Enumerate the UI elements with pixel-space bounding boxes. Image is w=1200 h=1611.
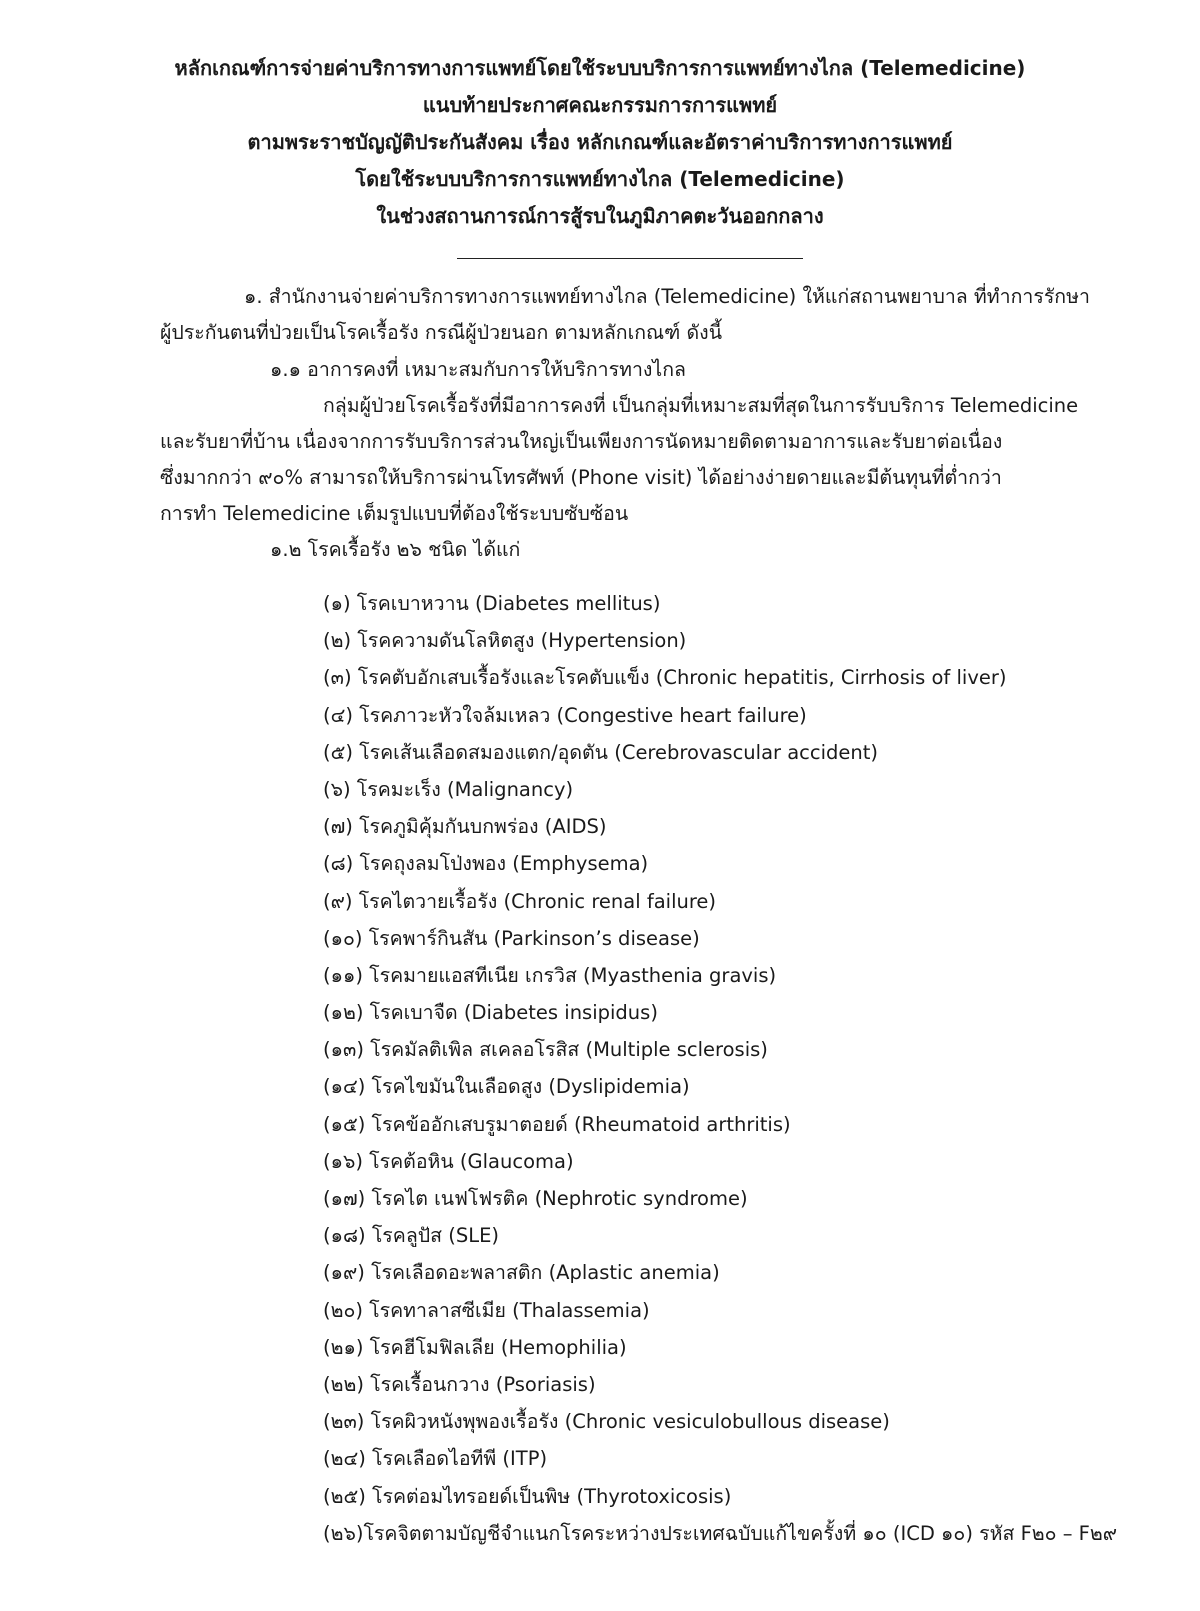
disease-list [323, 589, 1117, 1556]
list-item: (๑๙) โรคเลือดอะพลาสติก (Aplastic anemia) [323, 1261, 720, 1285]
section-1-1-heading: ๑.๑ อาการคงที่ เหมาะสมกับการให้บริการทางไกล [270, 358, 686, 381]
list-item: (๒๖)โรคจิตตามบัญชีจำแนกโรคระหว่างประเทศฉบับแก้ไขครั้งที่ ๑๐ (ICD ๑๐) รหัส F๒๐ – F๒๙ [323, 1521, 1118, 1545]
list-item: (๓) โรคตับอักเสบเรื้อรังและโรคตับแข็ง (Chronic hepatitis, Cirrhosis of liver) [323, 666, 1007, 690]
list-item: (๑๒) โรคเบาจืด (Diabetes insipidus) [323, 1001, 658, 1025]
header-title-line-4: โดยใช้ระบบบริการการแพทย์ทางไกล (Telemedicine) [355, 167, 845, 191]
list-item: (๑๗) โรคไต เนฟโฟรติค (Nephrotic syndrome) [323, 1187, 748, 1210]
paragraph-2-line-3: ซึ่งมากกว่า ๙๐% สามารถให้บริการผ่านโทรศัพท์ (Phone visit) ได้อย่างง่ายดายและมีต้นทุนที่ต่ำกว่า [160, 466, 1002, 489]
header-title-line-5: ในช่วงสถานการณ์การสู้รบในภูมิภาคตะวันออกกลาง [376, 204, 824, 228]
list-item: (๗) โรคภูมิคุ้มกันบกพร่อง (AIDS) [323, 815, 607, 839]
paragraph-1-line-1: ๑. สำนักงานจ่ายค่าบริการทางการแพทย์ทางไกล (Telemedicine) ให้แก่สถานพยาบาล ที่ทำการรักษา [244, 285, 1090, 308]
header-title-line-2: แนบท้ายประกาศคณะกรรมการการแพทย์ [422, 93, 778, 117]
list-item: (๒๓) โรคผิวหนังพุพองเรื้อรัง (Chronic vesiculobullous disease) [323, 1410, 890, 1434]
list-item: (๑) โรคเบาหวาน (Diabetes mellitus) [323, 592, 661, 615]
list-item: (๑๑) โรคมายแอสทีเนีย เกรวิส (Myasthenia gravis) [323, 963, 777, 987]
list-item: (๑๓) โรคมัลติเพิล สเคลอโรสิส (Multiple sclerosis) [323, 1038, 768, 1062]
paragraph-2-line-4: การทำ Telemedicine เต็มรูปแบบที่ต้องใช้ระบบซับซ้อน [160, 502, 629, 525]
list-item: (๘) โรคถุงลมโป่งพอง (Emphysema) [323, 852, 649, 876]
section-1-2-heading: ๑.๒ โรคเรื้อรัง ๒๖ ชนิด ได้แก่ [270, 538, 521, 561]
list-item: (๑๘) โรคลูปัส (SLE) [323, 1224, 500, 1248]
list-item: (๙) โรคไตวายเรื้อรัง (Chronic renal failure) [323, 889, 717, 913]
paragraph-2-line-2: และรับยาที่บ้าน เนื่องจากการรับบริการส่วนใหญ่เป็นเพียงการนัดหมายติดตามอาการและรับยาต่อเนื่อง [160, 430, 1003, 453]
list-item: (๑๖) โรคต้อหิน (Glaucoma) [323, 1149, 574, 1173]
header-title-line-1: หลักเกณฑ์การจ่ายค่าบริการทางการแพทย์โดยใช้ระบบบริการการแพทย์ทางไกล (Telemedicine) [174, 56, 1026, 80]
header-divider [457, 258, 803, 259]
list-item: (๑๐) โรคพาร์กินสัน (Parkinson’s disease) [323, 926, 700, 950]
list-item: (๒๒) โรคเรื้อนกวาง (Psoriasis) [323, 1372, 596, 1396]
list-item: (๒๕) โรคต่อมไทรอยด์เป็นพิษ (Thyrotoxicosis) [323, 1484, 732, 1508]
list-item: (๒๑) โรคฮีโมฟิลเลีย (Hemophilia) [323, 1335, 627, 1359]
list-item: (๕) โรคเส้นเลือดสมองแตก/อุดตัน (Cerebrovascular accident) [323, 740, 879, 764]
list-item: (๑๔) โรคไขมันในเลือดสูง (Dyslipidemia) [323, 1075, 690, 1099]
list-item: (๒๐) โรคทาลาสซีเมีย (Thalassemia) [323, 1298, 650, 1322]
header-title-line-3: ตามพระราชบัญญัติประกันสังคม เรื่อง หลักเกณฑ์และอัตราค่าบริการทางการแพทย์ [247, 130, 953, 154]
paragraph-1-line-2: ผู้ประกันตนที่ป่วยเป็นโรคเรื้อรัง กรณีผู้ป่วยนอก ตามหลักเกณฑ์ ดังนี้ [160, 321, 723, 344]
list-item: (๒) โรคความดันโลหิตสูง (Hypertension) [323, 629, 687, 653]
paragraph-2-line-1: กลุ่มผู้ป่วยโรคเรื้อรังที่มีอาการคงที่ เป็นกลุ่มที่เหมาะสมที่สุดในการรับบริการ Telemedicine [323, 394, 1079, 417]
list-item: (๑๕) โรคข้ออักเสบรูมาตอยด์ (Rheumatoid arthritis) [323, 1112, 791, 1136]
list-item: (๖) โรคมะเร็ง (Malignancy) [323, 777, 574, 801]
list-item: (๒๔) โรคเลือดไอทีพี (ITP) [323, 1447, 548, 1471]
list-item: (๔) โรคภาวะหัวใจล้มเหลว (Congestive heart failure) [323, 703, 807, 727]
